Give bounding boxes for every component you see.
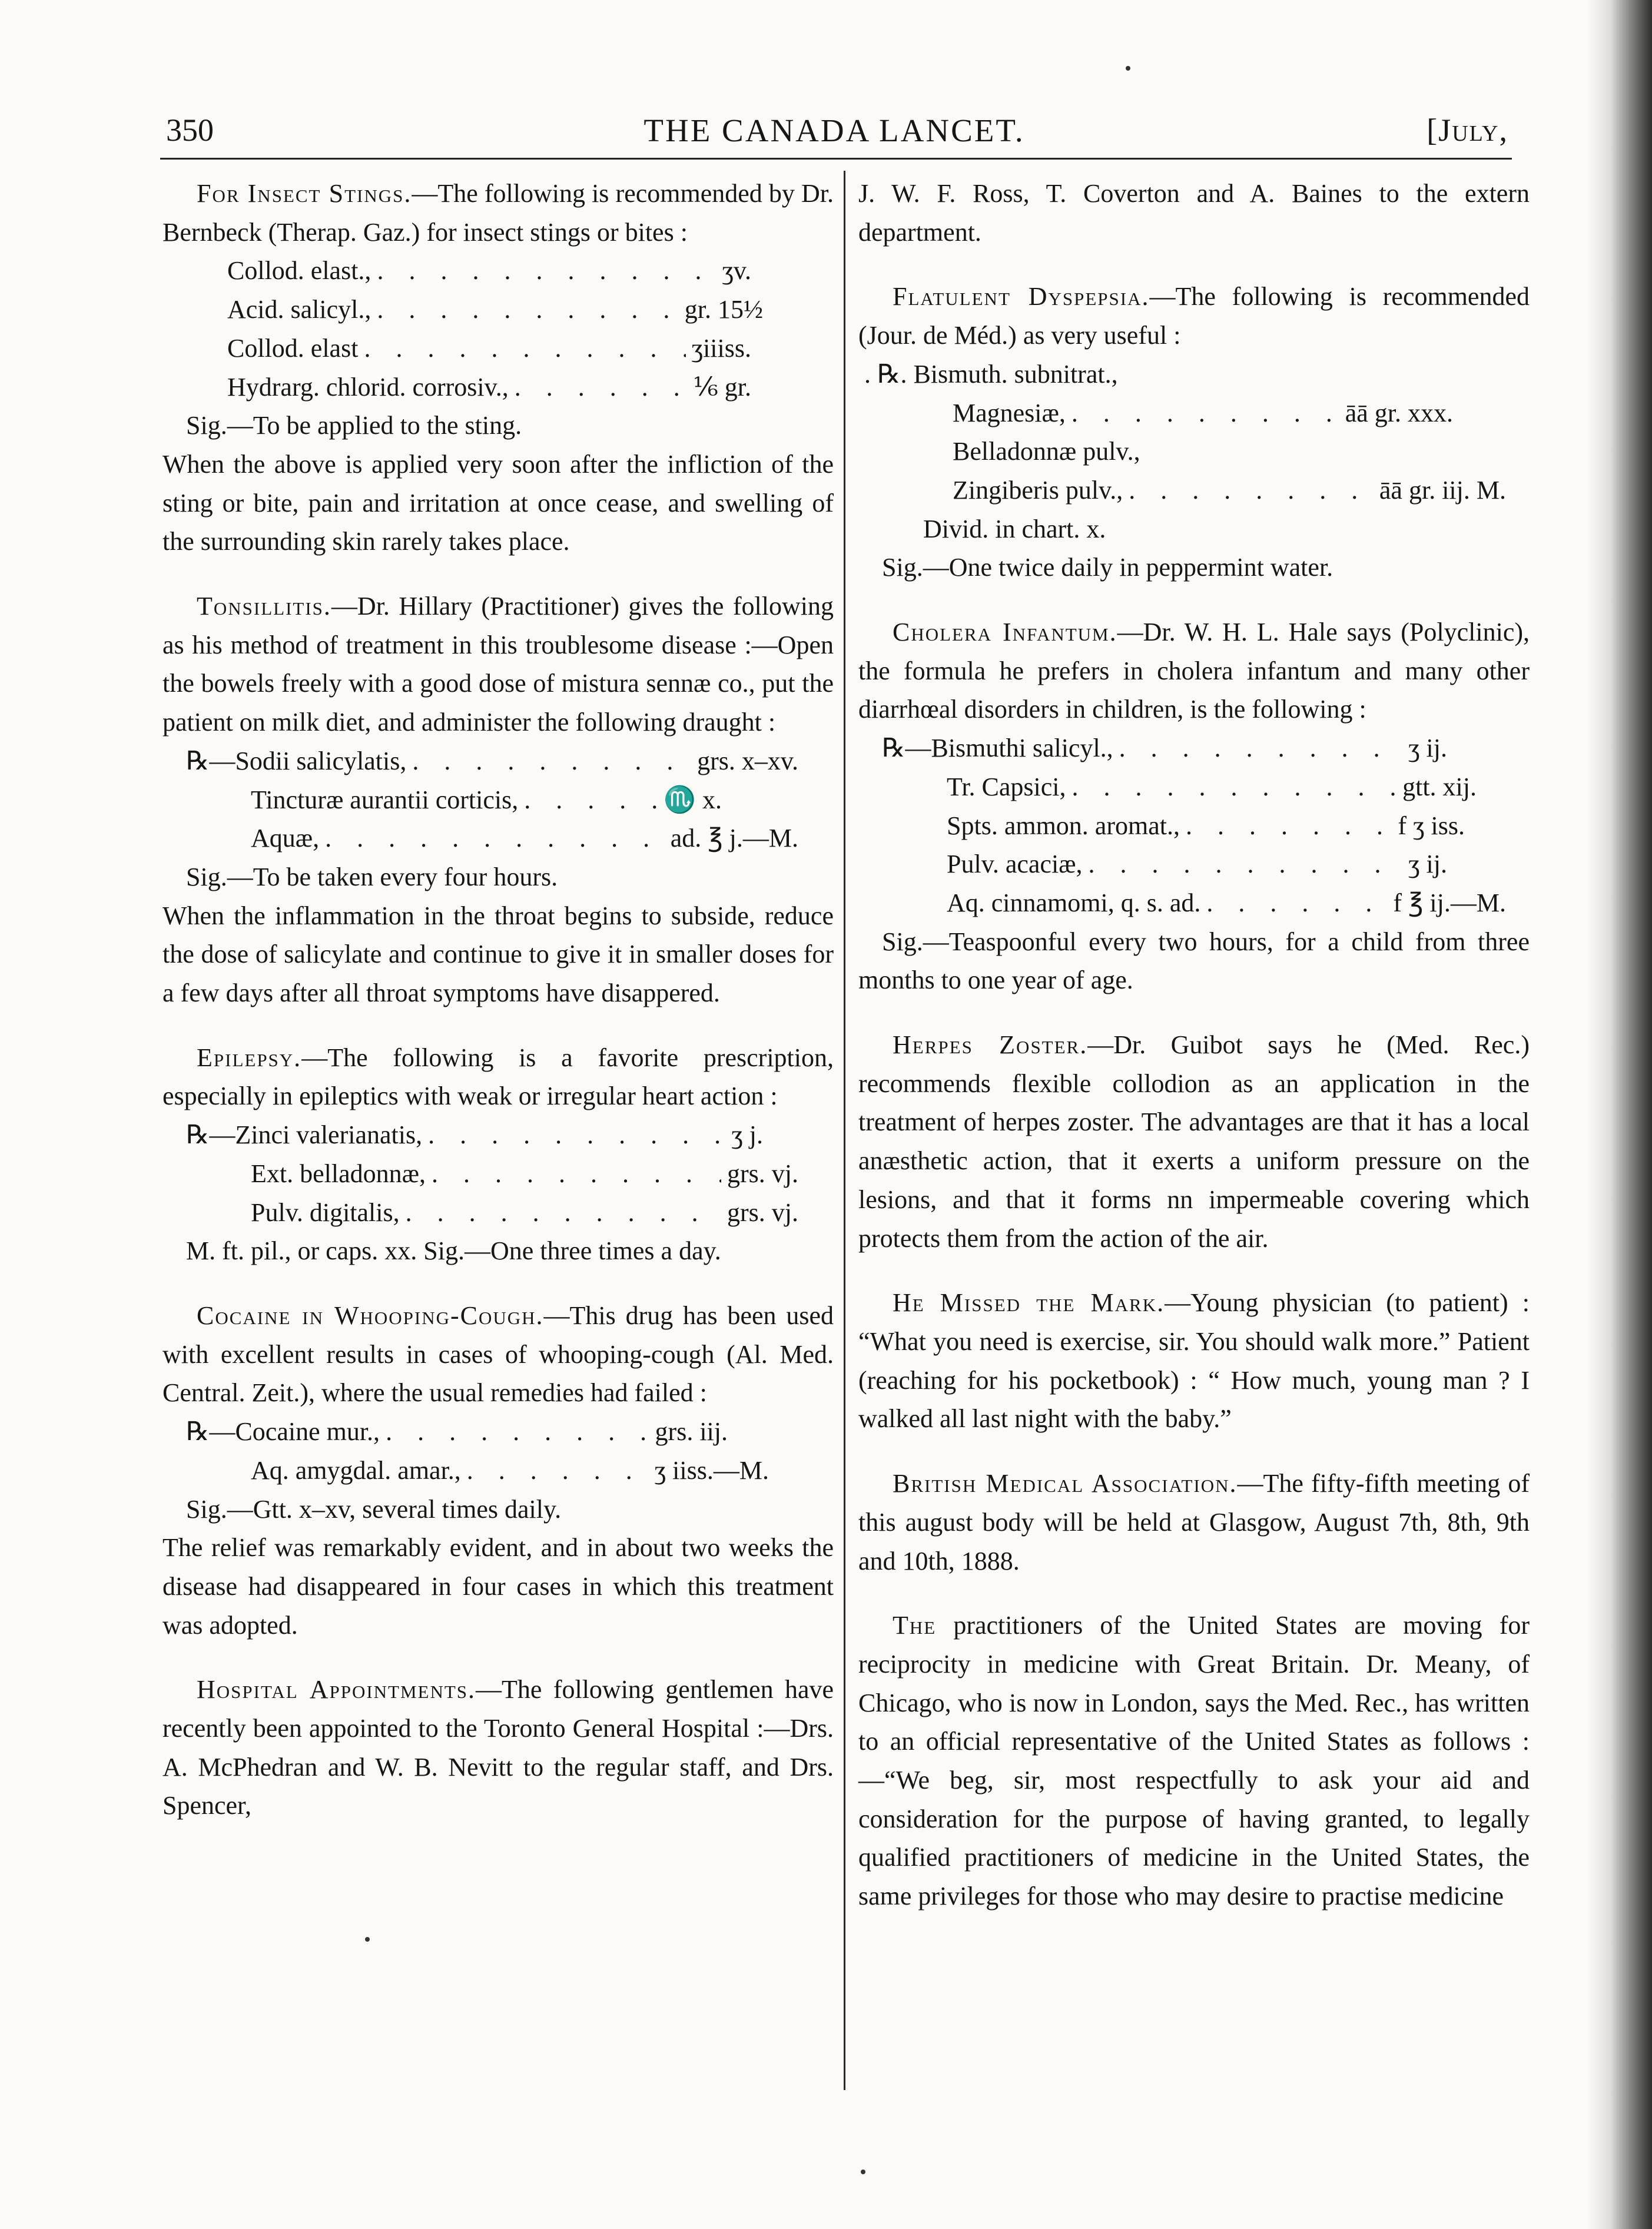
article-cholera-infantum	[858, 613, 1530, 1000]
prescription-line: Collod. elast . . . ʒiiiss.	[162, 329, 834, 368]
prescription-line: ℞—Sodii salicylatis, . . . grs. x–xv.	[162, 742, 834, 781]
article-paragraph: Epilepsy.—The following is a favorite prescription, especially in epileptics with weak or irregular heart action :	[162, 1043, 834, 1111]
article-heading: Epilepsy.	[197, 1043, 302, 1072]
signa-line: Sig.—To be applied to the sting.	[186, 411, 522, 440]
signa-line: Sig.—Gtt. x–xv, several times daily.	[186, 1494, 562, 1524]
article-paragraph: Cocaine in Whooping-Cough.—This drug has been used with excellent results in cases of whooping-cough (Al. Med. Central. Zeit.), where the usual remedies had failed :	[162, 1301, 834, 1408]
column-divider	[844, 171, 845, 2090]
article-heading: Cocaine in Whooping-Cough.	[197, 1301, 544, 1330]
prescription-line: . ℞. Bismuth. subnitrat.,	[864, 359, 1118, 389]
header-rule	[160, 158, 1512, 160]
article-lead-word: The	[893, 1611, 937, 1640]
prescription-line: ℞—Zinci valerianatis, . . . ʒ j.	[162, 1116, 834, 1155]
article-reciprocity	[858, 1606, 1530, 1916]
prescription-line: Aq. cinnamomi, q. s. ad. . . . f ℥ ij.—M.	[858, 884, 1530, 923]
signa-line: Sig.—One twice daily in peppermint water.	[882, 553, 1333, 582]
prescription-line: Aquæ, . . . ad. ℥ j.—M.	[162, 819, 834, 858]
prescription-line: Tr. Capsici, . . . gtt. xij.	[858, 768, 1530, 807]
article-heading: Herpes Zoster.	[893, 1030, 1088, 1060]
prescription-line: Hydrarg. chlorid. corrosiv., . . . ⅙ gr.	[162, 368, 834, 407]
signa-line: M. ft. pil., or caps. xx. Sig.—One three times a day.	[186, 1236, 721, 1266]
signa-line: Sig.—Teaspoonful every two hours, for a child from three months to one year of age.	[858, 927, 1530, 995]
prescription-line: Acid. salicyl., . . . gr. 15½	[162, 290, 834, 329]
article-flatulent-dyspepsia	[858, 277, 1530, 587]
divid-line: Divid. in chart. x.	[923, 514, 1106, 543]
right-column	[858, 174, 1530, 1916]
article-heading: Cholera Infantum.	[893, 618, 1117, 647]
article-paragraph: For Insect Stings.—The following is recommended by Dr. Bernbeck (Therap. Gaz.) for insect stings or bites :	[162, 179, 834, 247]
article-paragraph: When the above is applied very soon after the infliction of the sting or bite, pain and irritation at once cease, and swelling of the surrounding skin rarely takes place.	[162, 449, 834, 556]
page-binding-edge	[1587, 0, 1652, 2229]
article-paragraph: The relief was remarkably evident, and in about two weeks the disease had disappeared in four cases in which this treatment was adopted.	[162, 1533, 834, 1640]
article-paragraph: Flatulent Dyspepsia.—The following is recommended (Jour. de Méd.) as very useful :	[858, 282, 1530, 350]
article-heading: For Insect Stings.	[197, 179, 412, 208]
page-number: 350	[166, 112, 214, 148]
article-cocaine-whooping-cough	[162, 1296, 834, 1644]
article-paragraph-continued: J. W. F. Ross, T. Coverton and A. Baines to the extern department.	[858, 179, 1530, 247]
running-header	[160, 112, 1508, 159]
prescription-line: Ext. belladonnæ, . . . grs. vj.	[162, 1155, 834, 1193]
prescription-line: Aq. amygdal. amar., . . . ʒ iiss.—M.	[162, 1451, 834, 1490]
article-paragraph: Cholera Infantum.—Dr. W. H. L. Hale says (Polyclinic), the formula he prefers in cholera infantum and many other diarrhœal disorders in children, is the following :	[858, 618, 1530, 724]
prescription-line: Belladonnæ pulv.,	[953, 437, 1140, 466]
article-british-medical-association	[858, 1464, 1530, 1580]
article-paragraph: When the inflammation in the throat begins to subside, reduce the dose of salicylate and continue to give it in smaller doses for a few days after all throat symptoms have disappered.	[162, 901, 834, 1008]
article-paragraph: Herpes Zoster.—Dr. Guibot says he (Med. Rec.) recommends flexible collodion as an application in the treatment of herpes zoster. The advantages are that it has a local anæsthetic action, that it exerts a uniform pressure on the lesions, and that it forms nn impermeable covering which protects them from the action of the air.	[858, 1030, 1530, 1253]
article-he-missed-the-mark	[858, 1283, 1530, 1438]
prescription-line: Zingiberis pulv., . . . āā gr. iij. M.	[858, 471, 1530, 510]
article-epilepsy	[162, 1039, 834, 1271]
print-speck	[861, 2170, 865, 2174]
article-heading: Tonsillitis.	[197, 592, 331, 621]
article-paragraph: British Medical Association.—The fifty-fifth meeting of this august body will be held at Glasgow, August 7th, 8th, 9th and 10th, 1888.	[858, 1469, 1530, 1575]
article-heading: Flatulent Dyspepsia.	[893, 282, 1150, 311]
prescription-line: Magnesiæ, . . . āā gr. xxx.	[858, 394, 1530, 433]
article-heading: Hospital Appointments.	[197, 1675, 476, 1704]
prescription-line: ℞—Cocaine mur., . . . grs. iij.	[162, 1412, 834, 1451]
article-paragraph: The practitioners of the United States are moving for reciprocity in medicine with Great Britain. Dr. Meany, of Chicago, who is now in London, says the Med. Rec., has written to an official representative of the United States as follows :—“We beg, sir, most respectfully to ask your aid and consideration for the purpose of having granted, to legally qualified practitioners of medicine in the United States, the same privileges for those who may desire to practise medicine	[858, 1611, 1530, 1911]
print-speck	[1126, 66, 1130, 71]
prescription-line: Pulv. digitalis, . . . grs. vj.	[162, 1193, 834, 1232]
article-insect-stings	[162, 174, 834, 561]
prescription-line: Tincturæ aurantii corticis, . . . ♏ x.	[162, 781, 834, 820]
signa-line: Sig.—To be taken every four hours.	[186, 862, 558, 891]
issue-month: [July,	[1427, 112, 1508, 148]
article-tonsillitis	[162, 587, 834, 1013]
left-column	[162, 174, 834, 1825]
article-heading: He Missed the Mark.	[893, 1288, 1165, 1318]
article-paragraph: He Missed the Mark.—Young physician (to patient) : “What you need is exercise, sir. You should walk more.” Patient (reaching for his pocketbook) : “ How much, young man ? I walked all last night with the baby.”	[858, 1288, 1530, 1434]
print-speck	[365, 1937, 370, 1942]
prescription-line: Collod. elast., . . . ʒv.	[162, 251, 834, 290]
article-herpes-zoster	[858, 1026, 1530, 1258]
journal-title: THE CANADA LANCET.	[643, 112, 1025, 148]
prescription-line: Spts. ammon. aromat., . . . f ʒ iss.	[858, 807, 1530, 845]
article-paragraph: Tonsillitis.—Dr. Hillary (Practitioner) gives the following as his method of treatment in this troublesome disease :—Open the bowels freely with a good dose of mistura sennæ co., put the patient on milk diet, and administer the following draught :	[162, 592, 834, 737]
prescription-line: Pulv. acaciæ, . . . ʒ ij.	[858, 845, 1530, 884]
article-hospital-appointments	[162, 1670, 834, 1825]
article-heading: British Medical Association.	[893, 1469, 1238, 1498]
article-paragraph: Hospital Appointments.—The following gentlemen have recently been appointed to the Toronto General Hospital :—Drs. A. McPhedran and W. B. Nevitt to the regular staff, and Drs. Spencer,	[162, 1675, 834, 1820]
prescription-line: ℞—Bismuthi salicyl., . . . ʒ ij.	[858, 729, 1530, 768]
